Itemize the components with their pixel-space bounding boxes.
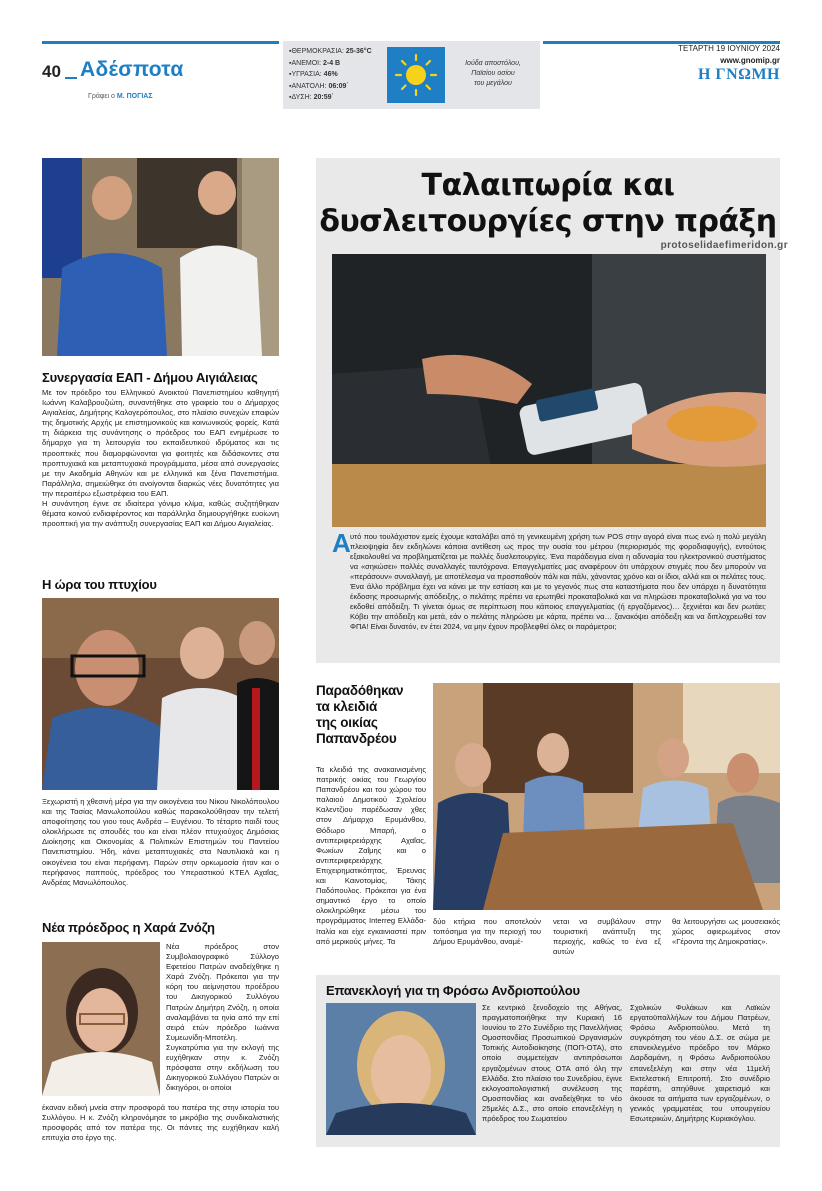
newspaper-logo: Η ΓΝΩΜΗ xyxy=(697,66,780,83)
weather-sunset: ▪ΔΥΣΗ: 20:59΄ xyxy=(289,94,334,101)
name-day: Ιούδα αποστόλου, Παϊσίου οσίου του μεγάλου xyxy=(465,60,521,87)
byline-prefix: Γράφει ο xyxy=(88,93,115,100)
reelection-col2: Σχολικών Φυλάκων και Λαϊκών εργατοϋπαλλήλων του Δήμου Πατρέων, Φρόσω Ανδριοπούλου. Μετά τη συγκρότηση του νέου Δ.Σ. σε σώμα με επανεκλεγμένο πρόεδρο τον Μάρκο Δαρδαμάνη, η Φρόσω Ανδριοπούλου επανεξελέγη και στην νέα 11μελή Εκτελεστική Επιτροπή. Στο συνέδριο παρέστη, απηύθυνε χαιρετισμό και άκουσε τα αιτήματα των εργαζομένων, ο γενικός γραμματέας του υπουργείου Εσωτερικών, Δημήτρης Κυριακόγλου. xyxy=(630,1003,770,1124)
pos-body: υτό που τουλάχιστον εμείς έχουμε καταλάβει από τη γενικευμένη χρήση των POS στην αγορά είναι πως ενώ η πολύ μεγάλη πλειοψηφία δεν εκδηλώνει κάποια αντίθεση ως προς την ουσία του μέτρου (περιορισμός της φοροδιαφυγής), εντούτοις εξακολουθεί να προβληματίζεται με πολλές δυσλειτουργίες. Ένα παράδειγμα είναι η αδυναμία του ηλεκτρονικού συστήματος να «σηκώσει» πολλές συναλλαγές ταυτόχρονα. Επαγγελματίες μας αναφέρουν ότι υπάρχουν στιγμές που δεν μπορούν να «περάσουν» συναλλαγή, με αποτέλεσμα να προσπαθούν πάλι και πάλι, χάνοντας χρόνο και οι ίδιοι, αλλά και οι πελάτες τους. Ένα άλλο πρόβλημα έχει να κάνει με την εστίαση και με το γεγονός πως στα καταστήματα που δεν υπάρχει η δυνατότητα έκδοσης προσωρινής απόδειξης, ο πελάτης πρέπει να ερωτηθεί προκαταβολικά και να πληρώσει προκαταβολικά για να του εκδοθεί απόδειξη. Τι γίνεται όμως σε περίπτωση που κάποιος επαγγελματίας (ή εργαζόμενος)… ξεχνιέται και δεν ρωτάει; Κόβει την απόδειξη και μετά, εάν ο πελάτης πληρώσει με κάρτα, πρέπει να… ξανακόψει απόδειξη και να διπλοχρεωθεί τον ΦΠΑ! Είναι δυνατόν, εν έτει 2024, να μην έχουν προβλεφθεί όλες οι παράμετροι; xyxy=(350,532,766,631)
page-number: 40 xyxy=(42,62,61,81)
pos-title: Ταλαιπωρία και δυσλειτουργίες στην πράξη xyxy=(319,168,777,239)
website: www.gnomip.gr xyxy=(720,56,780,65)
keys-col2: δύο κτήρια που αποτελούν τοπόσημα για την περιοχή του Δήμου Ερυμάνθου, αναμέ- xyxy=(433,917,541,947)
section-dash xyxy=(65,77,77,79)
weather-stats xyxy=(289,46,372,104)
graduation-photo xyxy=(42,598,279,790)
weather-sunrise: ▪ΑΝΑΤΟΛΗ: 06:09΄ xyxy=(289,82,349,90)
eap-title: Συνεργασία ΕΑΠ - Δήμου Αιγιάλειας xyxy=(42,370,258,385)
keys-meeting-photo xyxy=(433,683,780,910)
znozi-body: Νέα πρόεδρος στον Συμβολαιογραφικό Σύλλογο Εφετείου Πατρών αναδείχθηκε η Χαρά Ζνόζη. Πρόκειται για την κόρη του αείμνηστου προέδρου του Δικηγορικού Συλλόγου Πατρών Δημήτρη Ζνόζη, η οποία αναλαμβάνει τα ηνία από την επί σειρά ετών πρόεδρο Ιωάννα Συμεωνίδη-Μποτέλη. Συγκατρύπια για την εκλογή της ευχήθηκαν στην κ. Ζνόζη πρόσφατα στην εκδήλωση του Δικηγορικού Συλλόγου Πατρών οι δικηγόροι, οι οποίοι xyxy=(166,942,279,1093)
sun-icon xyxy=(387,47,445,103)
znozi-body-cont: έκαναν ειδική μνεία στην προσφορά του πατέρα της στην ιστορία του Συλλόγου. Η κ. Ζνόζη κληρονόμησε το μικρόβιο της συνδικαλιστικής προσφοράς από τον πατέρα της. Οι πάντες της ευχήθηκαν καλή επιτυχία στο έργο της. xyxy=(42,1103,279,1143)
weather-temperature: ▪ΘΕΡΜΟΚΡΑΣΙΑ: 25-36°C xyxy=(289,48,372,55)
keys-col4: θα λειτουργήσει ως μουσειακός χώρος αφιερωμένος στον «Γέροντα της Δημοκρατίας». xyxy=(672,917,780,947)
section-title: Αδέσποτα xyxy=(80,58,184,81)
graduation-title: Η ώρα του πτυχίου xyxy=(42,577,157,592)
weather-wind: ▪ΑΝΕΜΟΙ: 2-4 Β xyxy=(289,59,341,67)
keys-title: Παραδόθηκαν τα κλειδιά της οικίας Παπανδρέου xyxy=(316,683,404,746)
keys-body: Τα κλειδιά της ανακαινισμένης πατρικής οικίας του Γεωργίου Παπανδρέου και του χώρου του παλαιού Δημοτικού Σχολείου Καλεντζίου παρέδωσαν χθες στον Δήμαρχο Ερυμάνθου, Θόδωρο Μπαρή, ο αντιπεριφερειάρχης Αχαΐας, Φωκίων Ζαΐμης και ο αντιπεριφερειάρχης Επιχειρηματικότητας, Έρευνας και Καινοτομίας, Τάκης Παδόπουλος. Πρόκειται για ένα σημαντικό έργο το οποίο ολοκληρώθηκε μέσω του προγράμματος Interreg Ελλάδα-Ιταλία και είχε εγκαινιαστεί πριν από μερικούς μήνες. Τα xyxy=(316,765,426,946)
issue-date: ΤΕΤΑΡΤΗ 19 ΙΟΥΝΙΟΥ 2024 xyxy=(678,44,780,53)
byline-name: Μ. ΠΟΓΙΑΣ xyxy=(116,93,153,100)
graduation-body: Ξεχωριστή η χθεσινή μέρα για την οικογένεια του Νίκου Νικολόπουλου και της Τασίας Μανωλοπούλου καθώς παρακολούθησαν την τελετή αποφοίτησης του γιου τους Ανδρέα – Ευγένιου. Το τέταρτο παιδί τους ολοκλήρωσε τις σπουδές του και είναι πλέον πτυχιούχος Δημόσιας Διοίκησης και Οικονομίας & Πολιτικών Επιστημών του Παντείου Πανεπιστημίου. Ήδη, κάνει μεταπτυχιακές στα Ναυτιλιακά και η οικογένεια του είναι περήφανη. Παρών στην ορκωμοσία ήταν και ο περήφανος παππούς, πρόεδρος του Υπεραστικού ΚΤΕΛ Αχαΐας, Ανδρέας Μανωλόπουλος. xyxy=(42,797,279,887)
pos-drop-cap: Α xyxy=(332,528,351,558)
byline xyxy=(88,93,153,100)
watermark: protoselidaefimeridon.gr xyxy=(660,240,788,251)
keys-col3: νεται να συμβάλουν στην τουριστική ανάπτυξη της περιοχής, καθώς το ένα εξ αυτών xyxy=(553,917,661,957)
weather-humidity: ▪ΥΓΡΑΣΙΑ: 46% xyxy=(289,71,338,78)
pos-terminal-photo xyxy=(332,254,766,527)
weather-box xyxy=(283,41,540,109)
reelection-col1: Σε κεντρικό ξενοδοχείο της Αθήνας, πραγματοποιήθηκε την Κυριακή 16 Ιουνίου το 27ο Συνέδριο της Πανελλήνιας Ομοσπονδίας Προσωπικού Οργανισμών Τοπικής Αυτοδιοίκησης (ΠΟΠ-ΟΤΑ), στο οποίο συμμετείχαν αντιπρόσωποι εργαζομένων στους ΟΤΑ από όλη την Ελλάδα. Στο πλαίσιο του Συνεδρίου, έγινε εκλογοαπολογιστική συνέλευση της Ομοσπονδίας και αναδείχθηκε το νέο 25μελές Δ.Σ., στο οποίο επανεξελέγη η πρόεδρος του Σωματείου xyxy=(482,1003,622,1124)
znozi-photo xyxy=(42,942,160,1096)
header-rule-left xyxy=(42,41,279,44)
reelection-photo xyxy=(326,1003,476,1135)
znozi-title: Νέα πρόεδρος η Χαρά Ζνόζη xyxy=(42,920,215,935)
eap-body: Με τον πρόεδρο του Ελληνικού Ανοικτού Πανεπιστημίου καθηγητή Ιωάννη Καλαβρουζιώτη, συναντήθηκε στο γραφείο του ο Δήμαρχος Αιγιαλείας, Δημήτρης Καλογερόπουλος, στο πλαίσιο συνεχών επαφών της δημοτικής Αρχής με επιστημονικούς και κοινωνικούς φορείς. Κατά τη διάρκεια της συνάντησης ο πρόεδρος του ΕΑΠ ενημέρωσε το δήμαρχο για τη λειτουργία του εκπαιδευτικού ιδρύματος και τις προοπτικές που διαμορφώνονται για φοιτητές και διδάσκοντες στα προπτυχιακά και μεταπτυχιακά προγράμματα, μέσα από συνεργασίες με την Ακαδημία Αθηνών και με ελληνικά και ξένα Πανεπιστήμια. Παράλληλα, σημειώθηκε ότι ανοίγονται διαρκώς νέες δυνατότητες για την περαιτέρω εξωστρέφεια του ΕΑΠ. Η συνάντηση έγινε σε ιδιαίτερα γόνιμο κλίμα, καθώς συζητήθηκαν θέματα κοινού ενδιαφέροντος και παράλληλα δημιουργήθηκε ευοίωνη προοπτική για την ανάπτυξη συνεργασίας ΕΑΠ και Δήμου Αιγιαλείας. xyxy=(42,388,279,529)
reelection-title: Επανεκλογή για τη Φρόσω Ανδριοπούλου xyxy=(326,983,580,998)
eap-meeting-photo xyxy=(42,158,279,356)
